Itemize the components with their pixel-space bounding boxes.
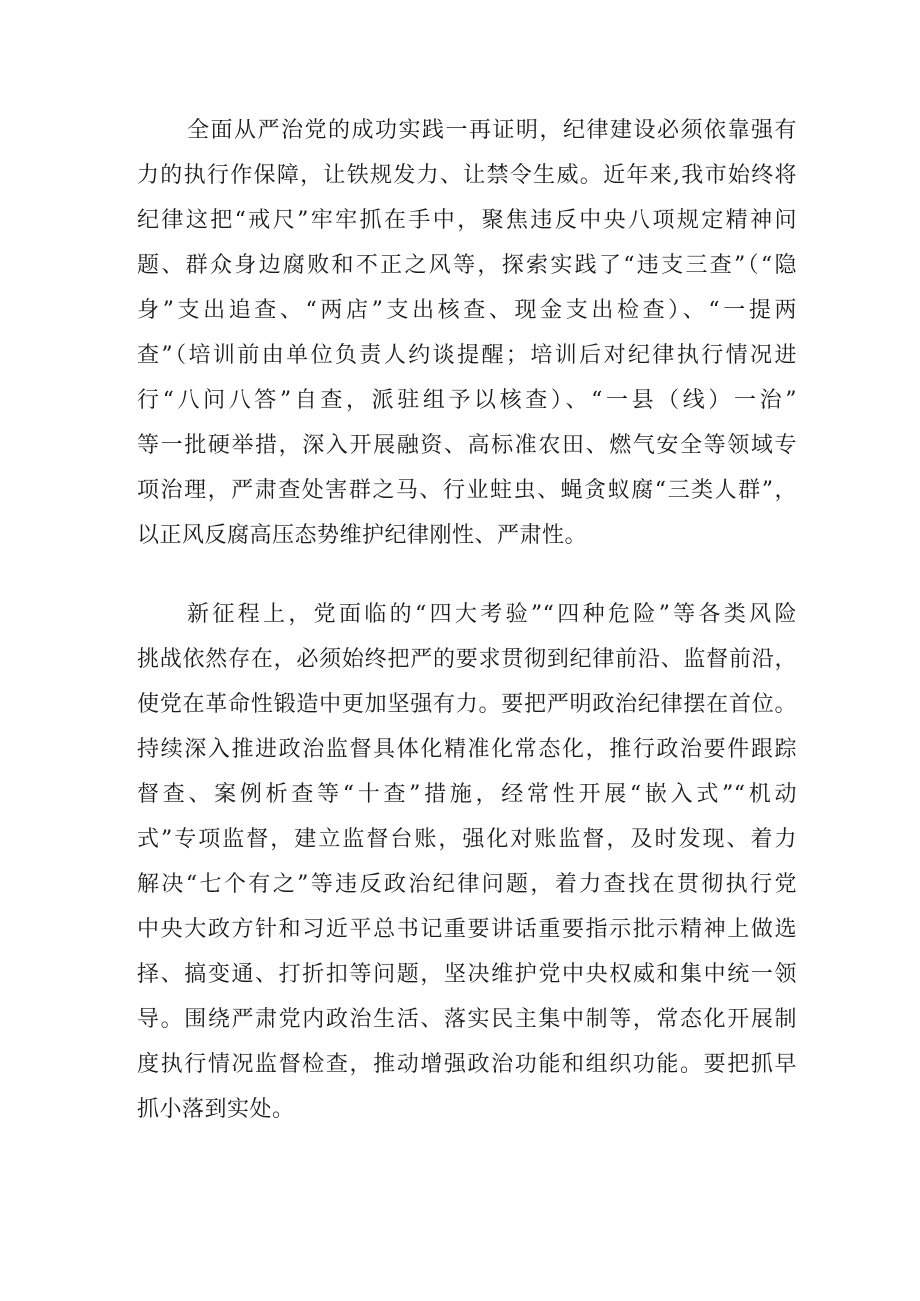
text-line: 等一批硬举措，深入开展融资、高标准农田、燃气安全等领域专 xyxy=(137,433,797,458)
text-line: 身”支出追查、“两店”支出核查、现金支出检查）、“一提两 xyxy=(137,298,797,323)
text-line: 式”专项监督，建立监督台账，强化对账监督，及时发现、着力 xyxy=(137,827,797,852)
paragraph-new-journey xyxy=(137,592,797,1132)
text-line: 挑战依然存在，必须始终把严的要求贯彻到纪律前沿、监督前沿， xyxy=(137,647,797,672)
text-line: 持续深入推进政治监督具体化精准化常态化，推行政治要件跟踪 xyxy=(137,737,797,762)
text-line: 使党在革命性锻造中更加坚强有力。要把严明政治纪律摆在首位。 xyxy=(137,692,797,717)
text-line: 行“八问八答”自查，派驻组予以核查）、“一县（线）一治” xyxy=(137,388,797,413)
text-line: 择、搞变通、打折扣等问题，坚决维护党中央权威和集中统一领 xyxy=(137,962,797,987)
text-line: 全面从严治党的成功实践一再证明，纪律建设必须依靠强有 xyxy=(187,118,797,143)
text-line: 题、群众身边腐败和不正之风等，探索实践了“违支三查”（“隐 xyxy=(137,253,797,278)
text-line: 项治理，严肃查处害群之马、行业蛀虫、蝇贪蚁腐“三类人群”， xyxy=(137,478,797,503)
text-line: 解决“七个有之”等违反政治纪律问题，着力查找在贯彻执行党 xyxy=(137,872,797,897)
text-line: 以正风反腐高压态势维护纪律刚性、严肃性。 xyxy=(137,523,588,548)
text-line: 中央大政方针和习近平总书记重要讲话重要指示批示精神上做选 xyxy=(137,917,797,942)
text-line: 纪律这把“戒尺”牢牢抓在手中，聚焦违反中央八项规定精神问 xyxy=(137,208,797,233)
text-line: 导。围绕严肃党内政治生活、落实民主集中制等，常态化开展制 xyxy=(137,1007,797,1032)
text-line: 查”（培训前由单位负责人约谈提醒；培训后对纪律执行情况进 xyxy=(137,343,797,368)
text-line: 力的执行作保障，让铁规发力、让禁令生威。近年来,我市始终将 xyxy=(137,163,797,188)
text-line: 度执行情况监督检查，推动增强政治功能和组织功能。要把抓早 xyxy=(137,1052,797,1077)
text-line: 督查、案例析查等“十查”措施，经常性开展“嵌入式”“机动 xyxy=(137,782,797,807)
paragraph-discipline-practice xyxy=(137,108,797,558)
text-line: 抓小落到实处。 xyxy=(137,1097,295,1122)
text-line: 新征程上，党面临的“四大考验”“四种危险”等各类风险 xyxy=(187,602,797,627)
